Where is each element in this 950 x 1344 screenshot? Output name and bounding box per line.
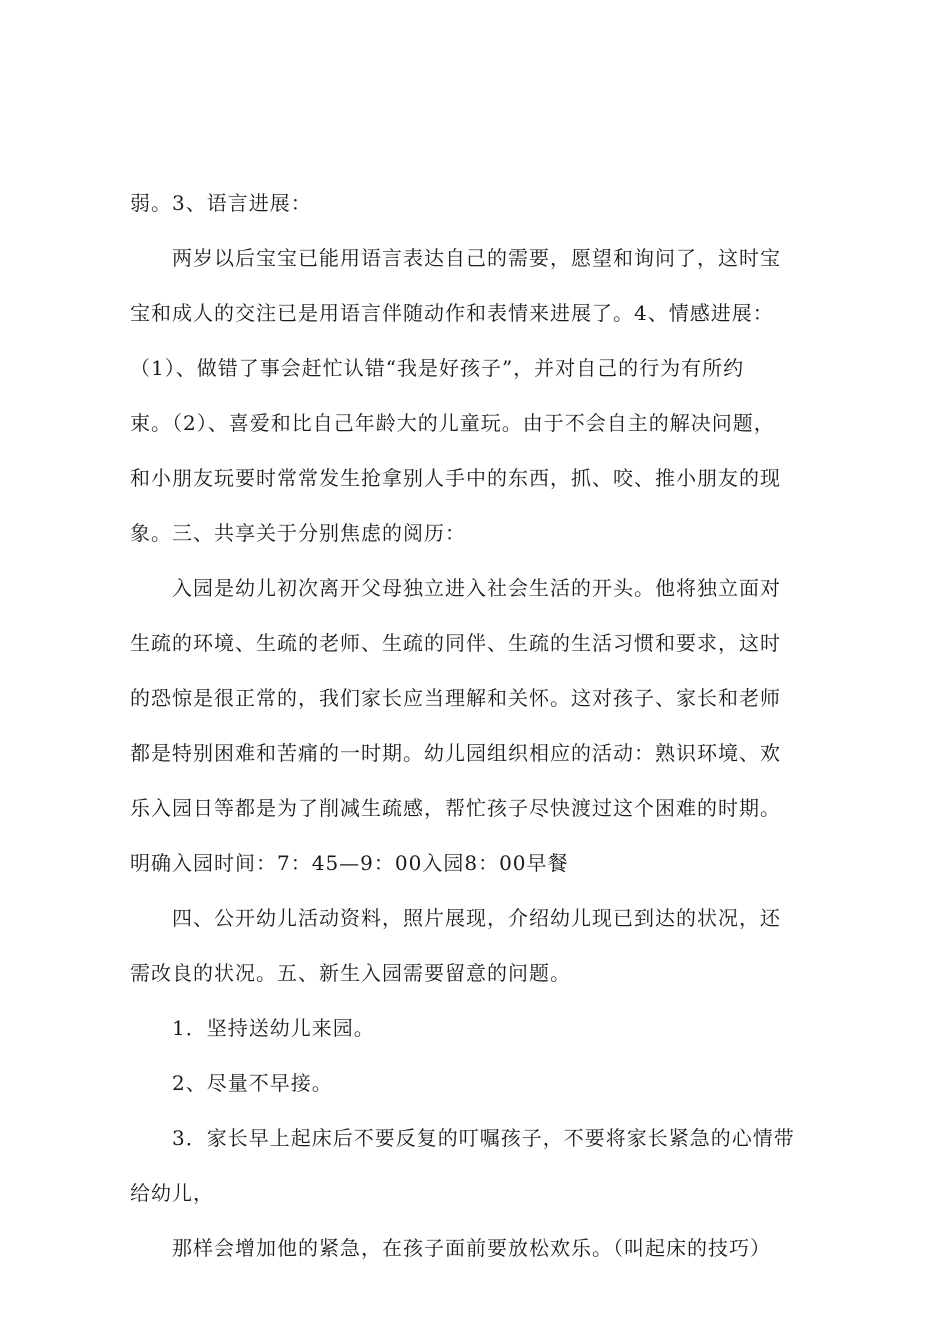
text-line: 宝和成人的交注已是用语言伴随动作和表情来进展了。4、情感进展： [130, 301, 774, 325]
text-line: 乐入园日等都是为了削减生疏感，帮忙孩子尽快渡过这个困难的时期。 [130, 796, 781, 820]
text-line: 的恐惊是很正常的，我们家长应当理解和关怀。这对孩子、家长和老师 [130, 686, 781, 710]
text-line: 明确入园时间：7：45—9：00入园8：00早餐 [130, 851, 569, 875]
text-line: 弱。3、语言进展： [130, 191, 312, 215]
text-line: 生疏的环境、生疏的老师、生疏的同伴、生疏的生活习惯和要求，这时 [130, 631, 781, 655]
text-line: 都是特别困难和苦痛的一时期。幼儿园组织相应的活动：熟识环境、欢 [130, 741, 781, 765]
text-line: 象。三、共享关于分别焦虑的阅历： [130, 521, 466, 545]
text-line: 两岁以后宝宝已能用语言表达自己的需要，愿望和询问了，这时宝 [172, 246, 781, 270]
list-item: 3．家长早上起床后不要反复的叮嘱孩子，不要将家长紧急的心情带 [172, 1126, 795, 1150]
list-item: 1．坚持送幼儿来园。 [172, 1016, 375, 1040]
text-line: 入园是幼儿初次离开父母独立进入社会生活的开头。他将独立面对 [172, 576, 781, 600]
text-line: 四、公开幼儿活动资料，照片展现，介绍幼儿现已到达的状况，还 [172, 906, 781, 930]
text-line: 和小朋友玩要时常常发生抢拿别人手中的东西，抓、咬、推小朋友的现 [130, 466, 781, 490]
text-line: 那样会增加他的紧急，在孩子面前要放松欢乐。（叫起床的技巧） [172, 1236, 771, 1260]
list-item: 2、尽量不早接。 [172, 1071, 333, 1095]
text-line: 需改良的状况。五、新生入园需要留意的问题。 [130, 961, 571, 985]
text-line: 束。（2）、喜爱和比自己年龄大的儿童玩。由于不会自主的解决问题， [130, 411, 775, 435]
text-line: （1）、做错了事会赶忙认错“我是好孩子”，并对自己的行为有所约 [130, 356, 745, 380]
text-line: 给幼儿， [130, 1181, 214, 1205]
document-page [130, 181, 830, 1281]
